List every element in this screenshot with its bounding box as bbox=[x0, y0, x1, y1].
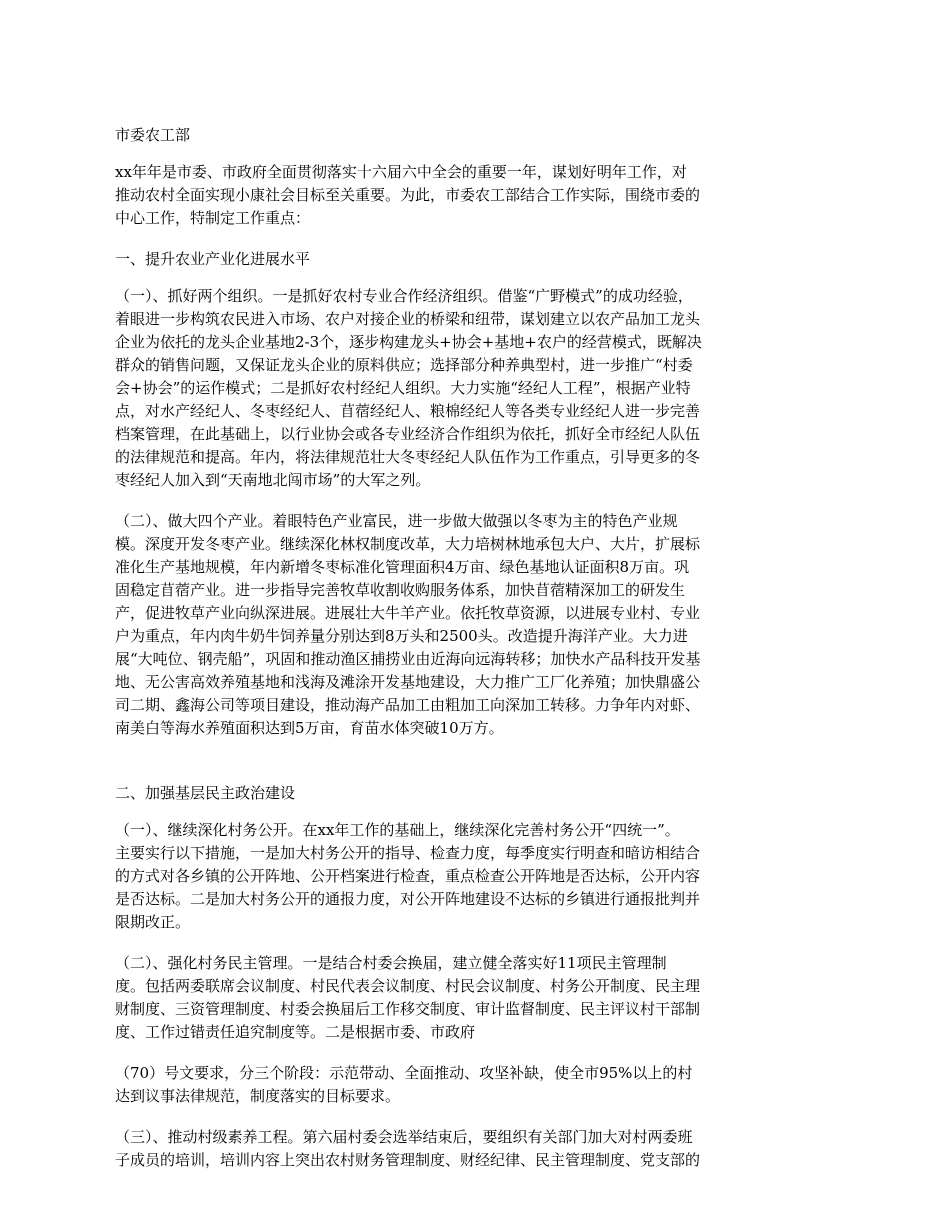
department-name: 市委农工部 bbox=[115, 126, 191, 144]
section-1-paragraph-1: （一）、抓好两个组织。一是抓好农村专业合作经济组织。借鉴“广野模式”的成功经验， 着眼进一步构筑农民进入市场、农户对接企业的桥梁和纽带，谋划建立以农产品加工龙头 企业为依托的龙头企业基地2-3个，逐步构建龙头+协会+基地+农户的经营模式，既解决 群众的销售问题，又保证龙头企业的原料供应；选择部分种养典型村，进一步推广“村委 会+协会”的运作模式；二是抓好农村经纪人组织。大力实施“经纪人工程”，根据产业特 点，对水产经纪人、冬枣经纪人、苜蓿经纪人、粮棉经纪人等各类专业经纪人进一步完善 档案管理，在此基础上，以行业协会或各专业经济合作组织为依托，抓好全市经纪人队伍 的法律规范和提高。年内，将法律规范壮大冬枣经纪人队伍作为工作重点，引导更多的冬 枣经纪人加入到“天南地北闯市场”的大军之列。 bbox=[115, 287, 702, 489]
section-2-paragraph-1: （一）、继续深化村务公开。在xx年工作的基础上，继续深化完善村务公开“四统一”。 主要实行以下措施，一是加大村务公开的指导、检查力度，每季度实行明查和暗访相结合 的方式对各乡镇的公开阵地、公开档案进行检查，重点检查公开阵地是否达标，公开内容 是否达标。二是加大村务公开的通报力度，对公开阵地建设不达标的乡镇进行通报批判并 限期改正。 bbox=[115, 821, 701, 931]
section-2-heading: 二、加强基层民主政治建设 bbox=[115, 784, 296, 802]
section-2-paragraph-2: （二）、强化村务民主管理。一是结合村委会换届，建立健全落实好11项民主管理制 度。包括两委联席会议制度、村民代表会议制度、村民会议制度、村务公开制度、民主理 财制度、三资管理制度、村委会换届后工作移交制度、审计监督制度、民主评议村干部制 度、工作过错责任追究制度等。二是根据市委、市政府 bbox=[115, 954, 701, 1041]
document-page bbox=[115, 124, 845, 1190]
section-1-paragraph-2: （二）、做大四个产业。着眼特色产业富民，进一步做大做强以冬枣为主的特色产业规 模。深度开发冬枣产业。继续深化林权制度改革，大力培树林地承包大户、大片，扩展标 准化生产基地规模，年内新增冬枣标准化管理面积4万亩、绿色基地认证面积8万亩。巩 固稳定苜蓿产业。进一步指导完善牧草收割收购服务体系，加快苜蓿精深加工的研发生 产，促进牧草产业向纵深进展。进展壮大牛羊产业。依托牧草资源，以进展专业村、专业 户为重点，年内肉牛奶牛饲养量分别达到8万头和2500头。改造提升海洋产业。大力进 展“大吨位、钢壳船”，巩固和推动渔区捕捞业由近海向远海转移；加快水产品科技开发基 地、无公害高效养殖基地和浅海及滩涂开发基地建设，大力推广工厂化养殖；加快鼎盛公 司二期、鑫海公司等项目建设，推动海产品加工由粗加工向深加工转移。力争年内对虾、 南美白等海水养殖面积达到5万亩，育苗水体突破10万方。 bbox=[115, 512, 701, 737]
section-2-paragraph-4: （三）、推动村级素养工程。第六届村委会选举结束后，要组织有关部门加大对村两委班 子成员的培训，培训内容上突出农村财务管理制度、财经纪律、民主管理制度、党支部的 bbox=[115, 1128, 701, 1169]
section-1-heading: 一、提升农业产业化进展水平 bbox=[115, 250, 311, 268]
section-2-paragraph-3: （70）号文要求，分三个阶段：示范带动、全面推动、攻坚补缺，使全市95%以上的村 达到议事法律规范，制度落实的目标要求。 bbox=[115, 1064, 693, 1105]
intro-paragraph: xx年年是市委、市政府全面贯彻落实十六届六中全会的重要一年，谋划好明年工作，对 推动农村全面实现小康社会目标至关重要。为此，市委农工部结合工作实际，围绕市委的 中心工作，特制定工作重点： bbox=[115, 163, 701, 227]
